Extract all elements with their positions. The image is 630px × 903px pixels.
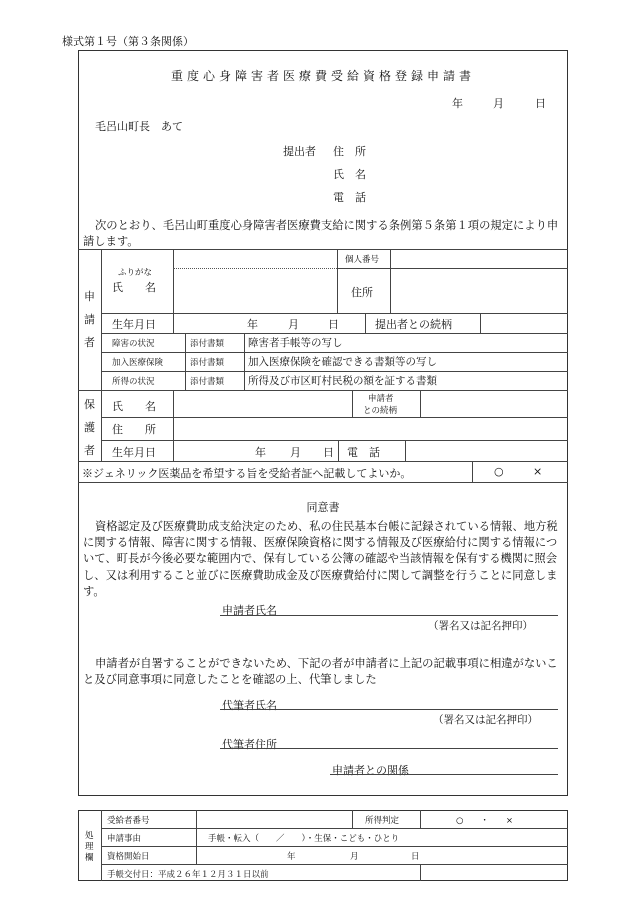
form-title: 重度心身障害者医療費受給資格登録申請書 bbox=[170, 69, 475, 83]
relation-to-submitter-label: 提出者との続柄 bbox=[375, 318, 452, 331]
furigana-label: ふりがな bbox=[118, 268, 153, 278]
applicant-label-1: 申 bbox=[84, 290, 95, 303]
applicant-birth-year: 年 bbox=[247, 318, 258, 331]
recipient-number-label: 受給者番号 bbox=[107, 816, 150, 826]
guardian-relation-line1: 申請者 bbox=[368, 394, 394, 404]
rule bbox=[101, 390, 102, 461]
rule bbox=[352, 810, 353, 828]
rule bbox=[405, 440, 406, 461]
attachment-label: 添付書類 bbox=[190, 377, 225, 387]
rule bbox=[196, 810, 197, 864]
rule bbox=[101, 846, 568, 847]
rule bbox=[220, 709, 558, 710]
rule bbox=[101, 371, 568, 372]
proxy-address-label: 代筆者住所 bbox=[222, 738, 277, 751]
start-date-day: 日 bbox=[411, 852, 420, 862]
rule bbox=[220, 615, 558, 616]
guardian-birthdate-label: 生年月日 bbox=[112, 446, 156, 459]
date-year: 年 bbox=[452, 97, 463, 110]
addressee: 毛呂山町長 あて bbox=[95, 120, 183, 133]
submitter-address-label: 住 所 bbox=[333, 145, 366, 158]
rule bbox=[78, 482, 568, 483]
income-status-label: 所得の状況 bbox=[112, 377, 155, 387]
signature-note: （署名又は記名押印） bbox=[428, 620, 533, 632]
guardian-birth-day: 日 bbox=[323, 446, 334, 459]
rule bbox=[220, 748, 558, 749]
intro-text: 次のとおり、毛呂山町重度心身障害者医療費支給に関する条例第５条第１項の規定により申請します。 bbox=[83, 219, 559, 248]
generic-yes-option[interactable]: ○ bbox=[494, 465, 504, 478]
insurance-document: 加入医療保険を確認できる書類等の写し bbox=[248, 356, 437, 368]
guardian-label-1: 保 bbox=[84, 398, 95, 411]
submitter-label: 提出者 bbox=[283, 145, 316, 158]
applicant-label-3: 者 bbox=[84, 336, 95, 349]
rule bbox=[78, 390, 568, 391]
proxy-relation-label: 申請者との関係 bbox=[332, 764, 409, 777]
guardian-relation-line2: との続柄 bbox=[363, 406, 398, 416]
rule bbox=[337, 249, 338, 313]
rule bbox=[101, 333, 568, 334]
applicant-birth-day: 日 bbox=[328, 318, 339, 331]
handbook-issue-note: 手帳交付日：平成２６年１２月３１日以前 bbox=[107, 870, 269, 880]
insurance-label: 加入医療保険 bbox=[112, 358, 164, 368]
guardian-label-3: 者 bbox=[84, 444, 95, 457]
rule bbox=[101, 249, 102, 390]
submitter-name-label: 氏 名 bbox=[333, 168, 366, 181]
reason-options[interactable]: 手帳・転入（ ／ ）・生保・こども・ひとり bbox=[208, 834, 400, 844]
rule bbox=[101, 417, 568, 418]
disability-status-label: 障害の状況 bbox=[112, 339, 155, 349]
reason-label: 申請事由 bbox=[107, 834, 142, 844]
generic-drug-question: ※ジェネリック医薬品を希望する旨を受給者証へ記載してよいか。 bbox=[82, 467, 412, 480]
rule bbox=[173, 249, 174, 333]
guardian-birth-year: 年 bbox=[255, 446, 266, 459]
guardian-address-label: 住 所 bbox=[112, 423, 156, 436]
attachment-label: 添付書類 bbox=[190, 339, 225, 349]
rule bbox=[337, 268, 568, 269]
rule bbox=[472, 461, 473, 482]
start-date-label: 資格開始日 bbox=[107, 852, 150, 862]
office-label-1: 処 bbox=[85, 831, 94, 841]
attachment-label: 添付書類 bbox=[190, 358, 225, 368]
office-label-3: 欄 bbox=[85, 853, 94, 863]
rule bbox=[101, 352, 568, 353]
guardian-name-label: 氏 名 bbox=[112, 400, 156, 413]
rule bbox=[244, 333, 245, 390]
rule bbox=[352, 390, 353, 417]
rule bbox=[390, 249, 391, 313]
rule bbox=[101, 440, 568, 441]
guardian-label-2: 護 bbox=[84, 421, 95, 434]
generic-no-option[interactable]: × bbox=[533, 465, 543, 478]
rule bbox=[78, 249, 568, 250]
rule bbox=[101, 828, 568, 829]
rule bbox=[173, 390, 174, 461]
proxy-statement: 申請者が自署することができないため、下記の者が申請者に上記の記載事項に相違がないこと及び同意事項に同意したことを確認の上、代筆しました bbox=[83, 657, 558, 686]
office-label-2: 理 bbox=[85, 842, 94, 852]
rule bbox=[330, 774, 558, 775]
applicant-address-label: 住所 bbox=[351, 286, 373, 299]
income-check-options[interactable]: ○ ・ × bbox=[456, 816, 514, 826]
rule bbox=[338, 440, 339, 461]
rule bbox=[420, 390, 421, 417]
consent-title: 同意書 bbox=[306, 501, 340, 514]
proxy-name-label: 代筆者氏名 bbox=[222, 699, 277, 712]
submitter-phone-label: 電 話 bbox=[333, 191, 366, 204]
income-check-label: 所得判定 bbox=[365, 816, 400, 826]
rule bbox=[78, 461, 568, 462]
date-day: 日 bbox=[535, 97, 546, 110]
applicant-signature-label: 申請者氏名 bbox=[222, 604, 277, 617]
rule bbox=[420, 864, 421, 881]
consent-body: 資格認定及び医療費助成支給決定のため、私の住民基本台帳に記録されている情報、地方税に関する情報、障害に関する情報、医療保険資格に関する情報及び医療給付に関する情報について、町長が今後必要な範囲内で、保有している公簿の確認や当該情報を保有する機関に照会し、又は利用すること並びに医療費助成金及び医療費給付に関して調整を行うことに同意します。 bbox=[83, 520, 558, 598]
applicant-birth-month: 月 bbox=[288, 318, 299, 331]
personal-number-label: 個人番号 bbox=[345, 255, 380, 265]
rule bbox=[480, 313, 481, 333]
rule bbox=[101, 313, 568, 314]
rule bbox=[185, 333, 186, 390]
disability-document: 障害者手帳等の写し bbox=[248, 337, 343, 349]
rule bbox=[420, 810, 421, 828]
guardian-birth-month: 月 bbox=[290, 446, 301, 459]
applicant-name-label: 氏 名 bbox=[112, 281, 156, 294]
applicant-birthdate-label: 生年月日 bbox=[112, 318, 156, 331]
start-date-month: 月 bbox=[350, 852, 359, 862]
date-month: 月 bbox=[493, 97, 504, 110]
form-number: 様式第１号（第３条関係） bbox=[62, 35, 194, 48]
applicant-label-2: 請 bbox=[84, 313, 95, 326]
proxy-signature-note: （署名又は記名押印） bbox=[433, 714, 538, 726]
guardian-phone-label: 電 話 bbox=[347, 446, 380, 459]
rule bbox=[365, 313, 366, 333]
start-date-year: 年 bbox=[287, 852, 296, 862]
income-document: 所得及び市区町村民税の額を証する書類 bbox=[248, 375, 437, 387]
rule bbox=[101, 864, 568, 865]
rule bbox=[173, 268, 337, 269]
